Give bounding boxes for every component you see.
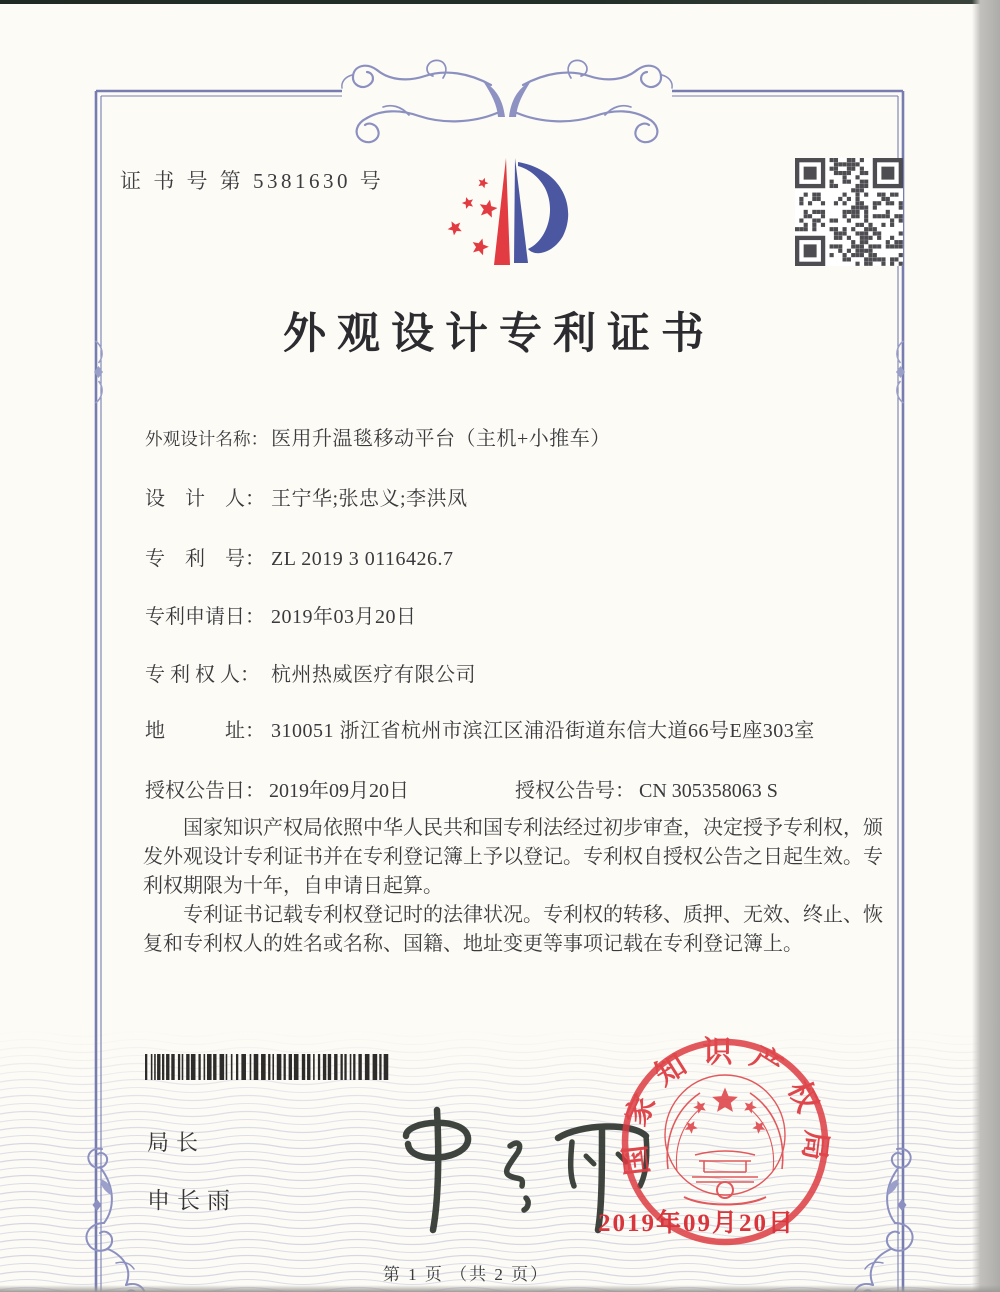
field-label: 专 利 权 人： (145, 664, 260, 686)
seal-text: 国家知识产权局 (617, 1035, 833, 1178)
certificate-number: 证 书 号 第 5381630 号 (120, 169, 385, 193)
grant-no-value: CN 305358063 S (639, 780, 778, 802)
barcode (145, 1054, 393, 1080)
top-flourish (342, 60, 672, 142)
logo-stars (445, 176, 499, 256)
scan-edge-top (0, 0, 1000, 4)
field-row-filing-date (145, 602, 890, 632)
logo-p-mark (494, 158, 568, 265)
field-label: 地 址： (145, 720, 265, 742)
field-label: 外观设计名称： (145, 429, 269, 449)
scan-edge-right (972, 0, 1000, 1292)
field-label: 专利申请日： (145, 606, 265, 628)
field-value: ZL 2019 3 0116426.7 (271, 548, 454, 570)
field-label: 设 计 人： (145, 488, 265, 510)
scan-edge-bottom (0, 1285, 1000, 1292)
field-row-grant (145, 776, 890, 806)
field-value: 310051 浙江省杭州市滨江区浦沿街道东信大道66号E座303室 (271, 720, 815, 742)
field-value: 2019年03月20日 (271, 606, 417, 628)
field-value: 医用升温毯移动平台（主机+小推车） (271, 428, 611, 450)
legal-paragraph: 国家知识产权局依照中华人民共和国专利法经过初步审查，决定授予专利权，颁发外观设计专利证书并在专利登记簿上予以登记。专利权自授权公告之日起生效。专利权期限为十年，自申请日起算。 (143, 817, 883, 897)
seal-date: 2019年09月20日 (598, 1210, 796, 1237)
field-row-address (145, 716, 890, 746)
grant-date-value: 2019年09月20日 (269, 780, 409, 802)
legal-paragraph: 专利证书记载专利权登记时的法律状况。专利权的转移、质押、无效、终止、恢复和专利权人的姓名或名称、国籍、地址变更等事项记载在专利登记簿上。 (143, 904, 883, 955)
field-row-patentee (145, 660, 890, 690)
field-row-design-name (145, 424, 890, 454)
field-label: 专 利 号： (145, 548, 265, 570)
field-value: 王宁华;张忠义;李洪凤 (271, 488, 468, 510)
cnipa-logo (425, 150, 625, 290)
page-title: 外观设计专利证书 (283, 311, 715, 358)
field-value: 杭州热威医疗有限公司 (271, 664, 476, 686)
field-row-designer (145, 484, 890, 514)
national-emblem (665, 1075, 785, 1205)
page-footer: 第 1 页 （共 2 页） (382, 1265, 550, 1284)
legal-text (143, 814, 891, 959)
signoff-title: 局长 (147, 1130, 206, 1155)
signoff-name: 申长雨 (147, 1188, 237, 1213)
grant-no-label: 授权公告号： (515, 780, 635, 802)
field-row-patent-no (145, 544, 890, 574)
qr-code (795, 158, 903, 266)
grant-date-label: 授权公告日： (145, 780, 265, 802)
